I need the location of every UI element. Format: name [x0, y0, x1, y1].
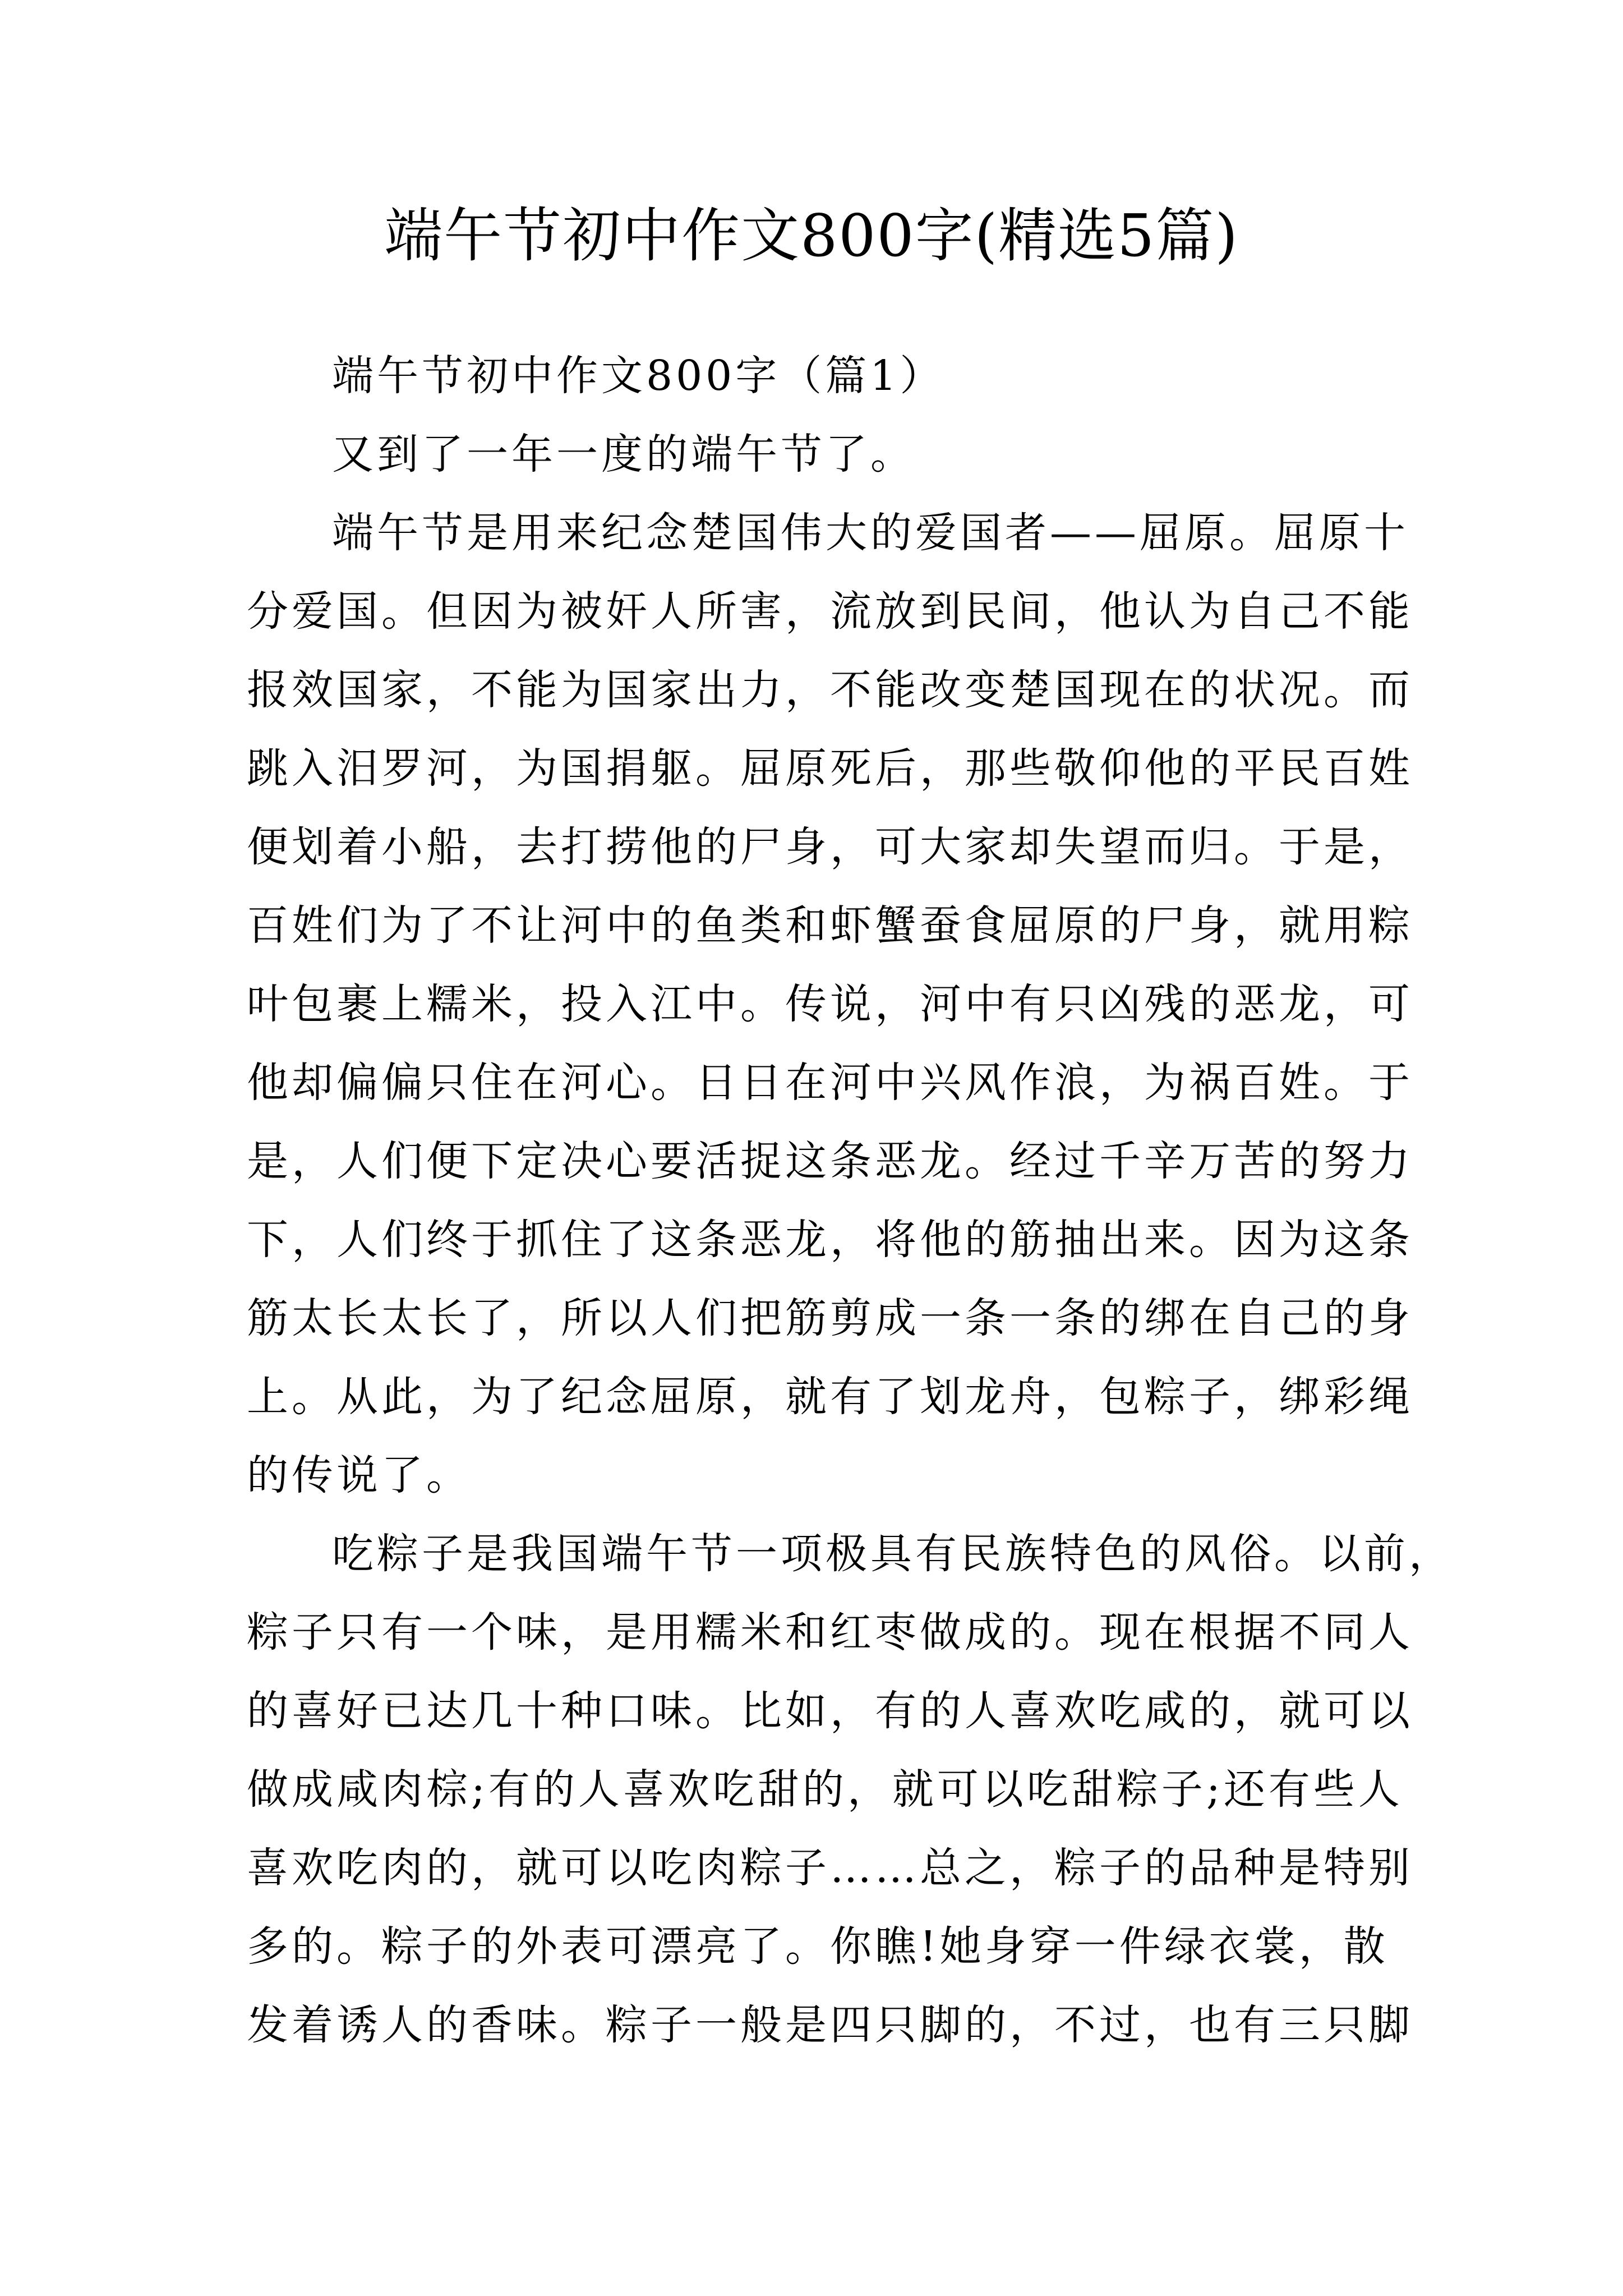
paragraph-line: 上。从此，为了纪念屈原，就有了划龙舟，包粽子，绑彩绳: [247, 1373, 1413, 1421]
section-heading: 端午节初中作文800字（篇1）: [332, 352, 945, 400]
paragraph-line: 端午节是用来纪念楚国伟大的爱国者——屈原。屈原十: [332, 509, 1409, 557]
paragraph-line: 粽子只有一个味，是用糯米和红枣做成的。现在根据不同人: [247, 1608, 1413, 1657]
paragraph: [247, 494, 1413, 1515]
paragraph-line: 叶包裹上糯米，投入江中。传说，河中有只凶残的恶龙，可: [247, 980, 1413, 1028]
paragraph-line: 便划着小船，去打捞他的尸身，可大家却失望而归。于是，: [247, 823, 1413, 871]
paragraph-line: 报效国家，不能为国家出力，不能改变楚国现在的状况。而: [247, 666, 1413, 714]
paragraph-line: 是，人们便下定决心要活捉这条恶龙。经过千辛万苦的努力: [247, 1137, 1413, 1185]
paragraph-line: 发着诱人的香味。粽子一般是四只脚的，不过，也有三只脚: [247, 2001, 1413, 2049]
paragraph-line: 多的。粽子的外表可漂亮了。你瞧!她身穿一件绿衣裳，散: [247, 1922, 1389, 1971]
document-body: [247, 337, 1454, 2064]
paragraph-line: 百姓们为了不让河中的鱼类和虾蟹蚕食屈原的尸身，就用粽: [247, 901, 1413, 950]
paragraph: [247, 1515, 1454, 2064]
paragraph: [247, 415, 1385, 494]
paragraph-line: 他却偏偏只住在河心。日日在河中兴风作浪，为祸百姓。于: [247, 1059, 1413, 1107]
paragraph-line: 又到了一年一度的端午节了。: [332, 430, 915, 478]
paragraph-line: 筋太长太长了，所以人们把筋剪成一条一条的绑在自己的身: [247, 1294, 1413, 1342]
paragraph-line: 吃粽子是我国端午节一项极具有民族特色的风俗。以前，: [332, 1530, 1454, 1578]
paragraph-line: 喜欢吃肉的，就可以吃肉粽子……总之，粽子的品种是特别: [247, 1844, 1413, 1892]
paragraph-line: 做成咸肉棕;有的人喜欢吃甜的，就可以吃甜粽子;还有些人: [247, 1765, 1403, 1814]
document-title: 端午节初中作文800字(精选5篇): [384, 201, 1239, 270]
paragraph-line: 分爱国。但因为被奸人所害，流放到民间，他认为自己不能: [247, 587, 1413, 636]
paragraph-line: 的传说了。: [247, 1451, 471, 1499]
paragraph-line: 跳入汨罗河，为国捐躯。屈原死后，那些敬仰他的平民百姓: [247, 744, 1413, 793]
paragraph-line: 的喜好已达几十种口味。比如，有的人喜欢吃咸的，就可以: [247, 1687, 1413, 1735]
paragraph-line: 下，人们终于抓住了这条恶龙，将他的筋抽出来。因为这条: [247, 1216, 1413, 1264]
